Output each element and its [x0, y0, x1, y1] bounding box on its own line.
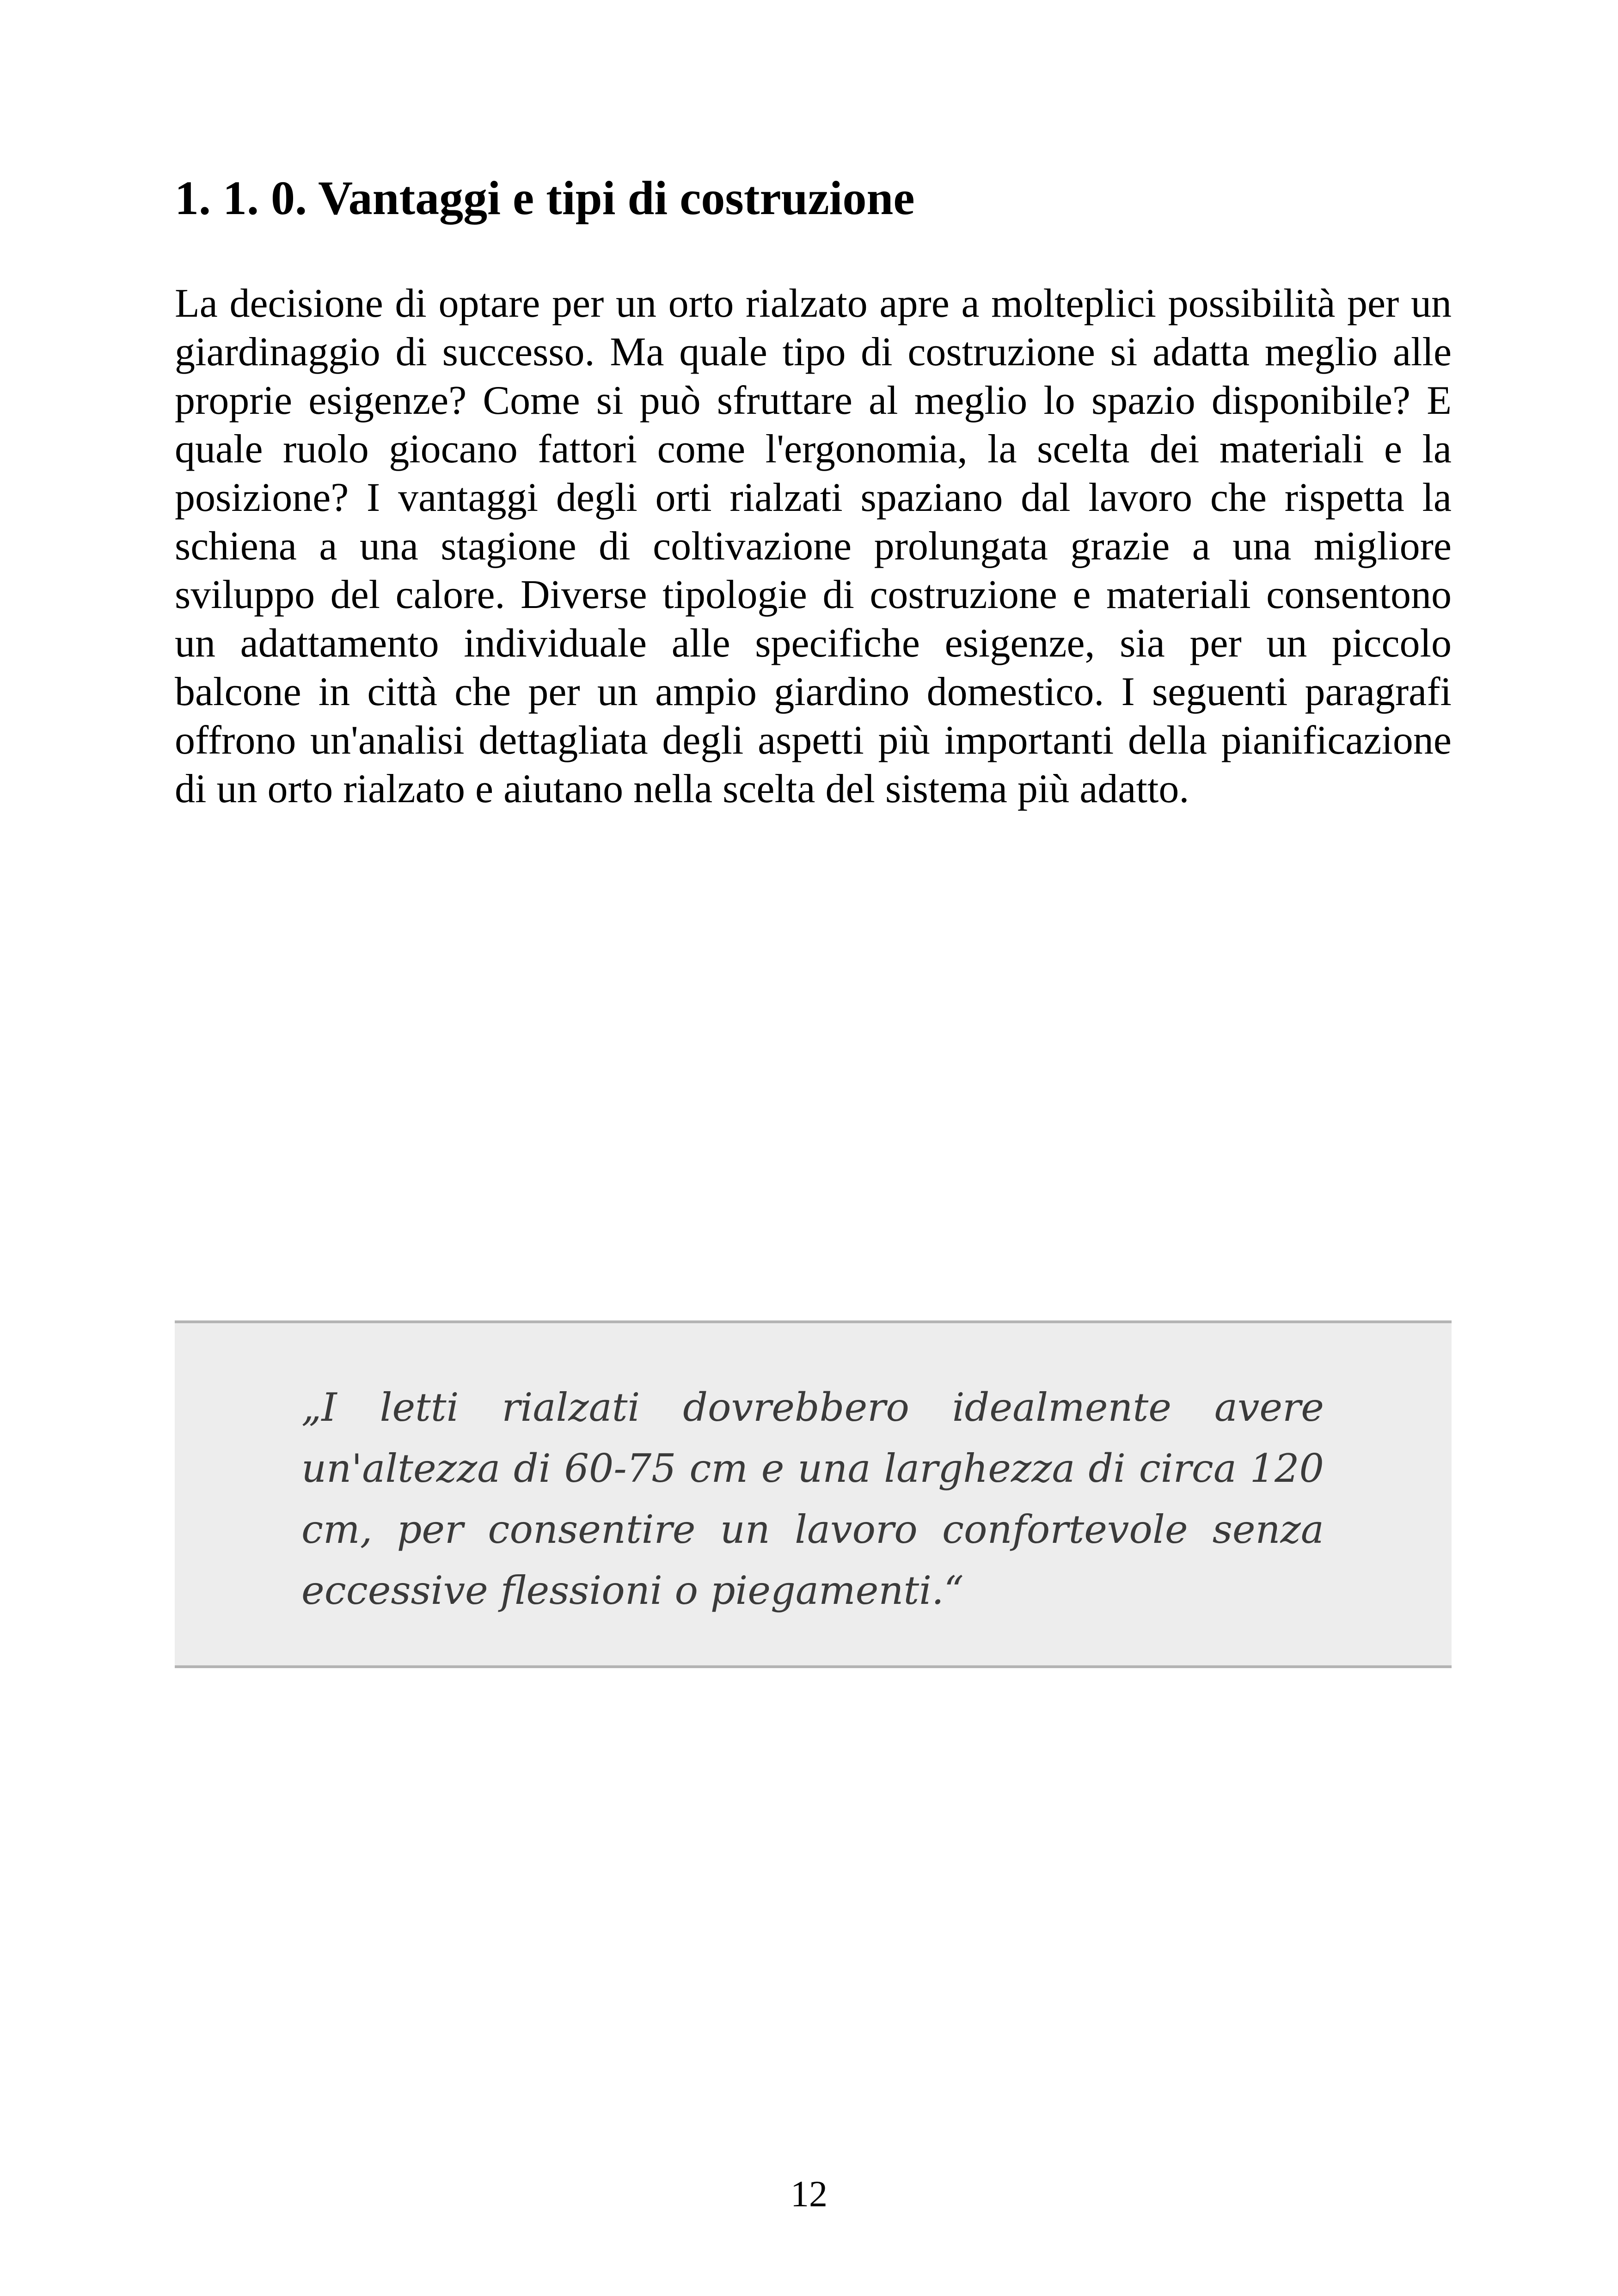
section-heading: 1. 1. 0. Vantaggi e tipi di costruzione [175, 172, 915, 225]
body-paragraph: La decisione di optare per un orto rialzato apre a molteplici possibilità per un giardinaggio di successo. Ma quale tipo di costruzione si adatta meglio alle proprie esigenze? Come si può sfruttare al meglio lo spazio disponibile? E quale ruolo giocano fattori come l'ergonomia, la scelta dei materiali e la posizione? I vantaggi degli orti rialzati spaziano dal lavoro che rispetta la schiena a una stagione di coltivazione prolungata grazie a una migliore sviluppo del calore. Diverse tipologie di costruzione e materiali consentono un adattamento individuale alle specifiche esigenze, sia per un piccolo balcone in città che per un ampio giardino domestico. I seguenti paragrafi offrono un'analisi dettagliata degli aspetti più importanti della pianificazione di un orto rialzato e aiutano nella scelta del sistema più adatto. [175, 281, 1452, 811]
page-number: 12 [791, 2174, 827, 2215]
pull-quote-box [175, 1320, 1452, 1668]
pull-quote-text: „I letti rialzati dovrebbero idealmente avere un'altezza di 60-75 cm e una larghezza di circa 120 cm, per consentire un lavoro confortevole senza eccessive flessioni o piegamenti.“ [301, 1385, 1324, 1613]
